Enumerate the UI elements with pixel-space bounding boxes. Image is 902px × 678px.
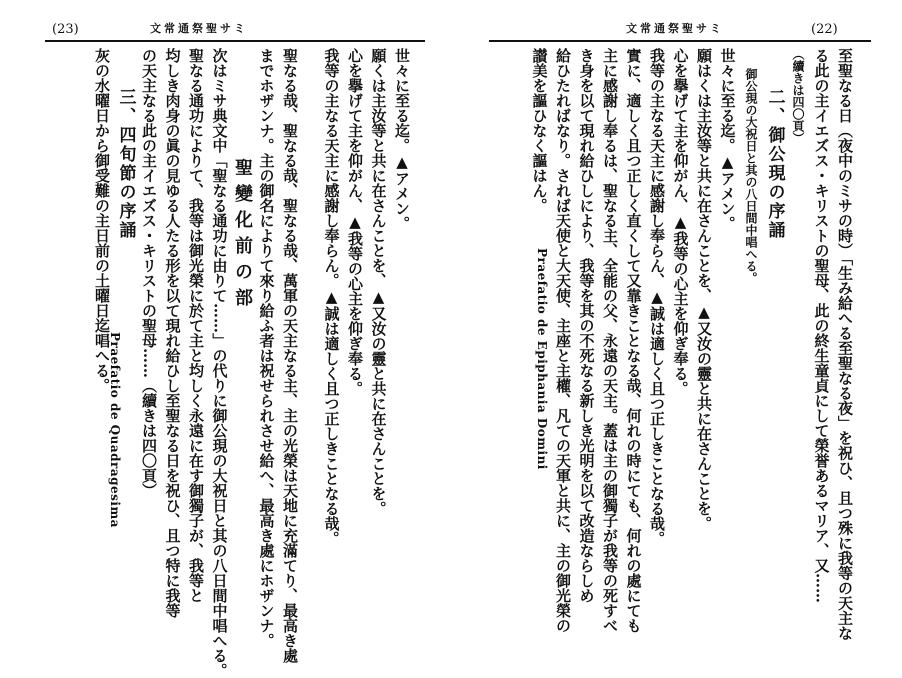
- running-title: 文常通祭聖サミ: [626, 22, 724, 35]
- text-column: 主に感謝し奉るは、聖なる主、全能の父、永遠の天主。蓋は主の御獨子が我等の死すべ: [601, 48, 619, 633]
- page-number: (23): [52, 22, 79, 37]
- text-column: の天主なる此の主イエズス・キリストの聖母……（續きは四〇頁）: [140, 48, 158, 498]
- text-column: 讃美を謳ひなく謳はん。: [530, 48, 549, 213]
- text-column: る此の主イエズス・キリストの聖母、此の終生童貞にして榮誉あるマリア、又……: [812, 48, 831, 603]
- text-column: 我等の主なる天主に感謝し奉らん、▲誠は適しく且つ正しきことなる哉。: [648, 48, 666, 546]
- text-column: 世々に至る迄。▲アメン。: [718, 48, 737, 231]
- text-column: 我等の主なる天主に感謝し奉らん。▲誠は適しく且つ正しきことなる哉。: [322, 48, 341, 546]
- text-column: 給ひたればなり。されば天使と大天使、主座と主權、凡ての天軍と共に、主の御光榮の: [554, 48, 572, 633]
- page-body: [38, 48, 413, 678]
- right-page: [451, 0, 902, 656]
- latin-heading: Praefatio de Epiphania Domini: [535, 248, 549, 470]
- rubric-line: 御公現の大祝日と其の八日間中唱へる。: [744, 68, 758, 284]
- text-column: 次はミサ典文中「聖なる通功に由りて……」の代りに御公現の大祝日と其の八日間中唱へる。: [210, 48, 229, 678]
- text-column: 聖なる哉、聖なる哉、聖なる哉、萬軍の天主なる主、主の光榮は天地に充滿てり、最高き處: [281, 48, 299, 663]
- text-column: き身を以て現れ給ひしにより、我等を其の不死なる新しき光明を以て改造ならしめ: [577, 48, 596, 603]
- text-column: までホザンナ。主の御名によりて來り給ふ者は祝せられさせ給へ、最高き處にホザンナ。: [257, 48, 276, 648]
- section-heading: 三、四旬節の序誦: [115, 88, 136, 240]
- part-heading: 聖變化前の部: [232, 158, 253, 314]
- header-rule: [45, 40, 425, 42]
- text-column: 心を擧げて主を仰がん、▲我等の心主を仰ぎ奉る。: [346, 48, 364, 396]
- text-column: 聖なる通功によりて、我等は御光榮に於て主と均しく永遠に在す御獨子が、我等と: [187, 48, 205, 603]
- text-column: 灰の水曜日から御受難の主日前の土曜日迄唱へる。: [93, 48, 111, 393]
- page-number: (22): [811, 22, 838, 37]
- text-column: 願くは主汝等と共に在さんことを、▲又汝の靈と共に在さんことを。: [369, 48, 388, 516]
- text-column: 均しき肉身の眞の見ゆる人たる形を以て現れ給ひし至聖なる日を祝ひ、且つ特に我等: [163, 48, 182, 618]
- text-column: 實に、適しく且つ正しく直くして又靠きことなる哉、何れの時にても、何れの處にても: [624, 48, 643, 633]
- column-spacer: [301, 48, 319, 626]
- running-title: 文常通祭聖サミ: [150, 22, 248, 35]
- text-column: 願はくは主汝等と共に在さんことを、▲又汝の靈と共に在さんことを。: [695, 48, 713, 531]
- header-rule: [489, 40, 871, 42]
- text-column: 至聖なる日（夜中のミサの時）「生み給へる至聖なる夜」を祝ひ、且つ殊に我等の天主な: [836, 48, 854, 641]
- continuation-note: （續きは四〇頁）: [791, 48, 805, 144]
- text-column: 心を擧げて主を仰がん、▲我等の心主を仰ぎ奉る。: [671, 48, 690, 396]
- latin-heading: Praefatio de Quadragesima: [108, 332, 122, 528]
- text-column: 世々に至る迄。▲アメン。: [393, 48, 411, 231]
- section-heading: 二、御公現の序誦: [764, 88, 785, 240]
